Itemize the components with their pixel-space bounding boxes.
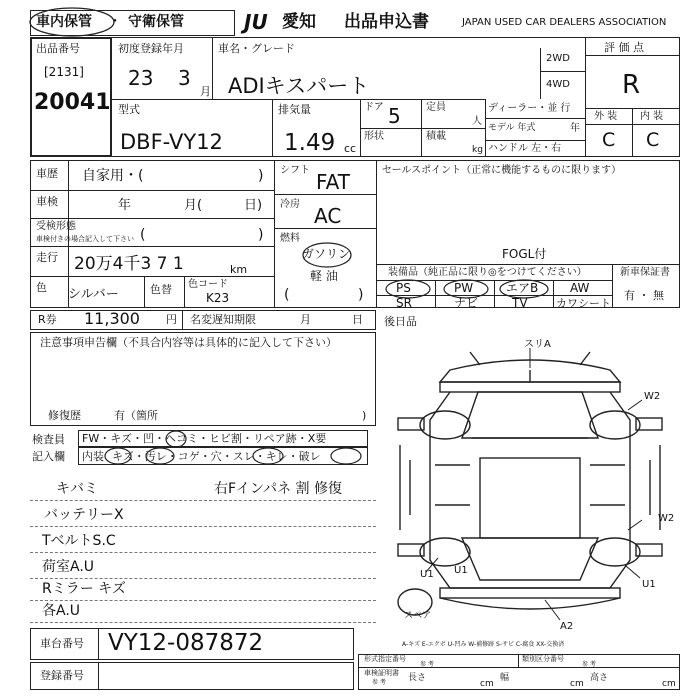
inspection-day: 日) — [244, 198, 263, 213]
note-yellowing: キバミ — [56, 481, 98, 497]
shape-label: 形状 — [364, 131, 384, 142]
reg-year: 23 — [128, 66, 154, 90]
warranty-label: 新車保証書 — [620, 267, 670, 278]
spec-box — [358, 654, 680, 690]
fuel-open-paren: ( — [284, 287, 290, 303]
equip-tv: TV — [512, 296, 528, 310]
equipment-circles — [380, 277, 620, 301]
deadline-day: 日 — [352, 313, 363, 326]
height-unit: cm — [662, 679, 676, 689]
equip-aw: AW — [570, 281, 590, 295]
lot-label: 出品番号 — [36, 42, 80, 55]
mark-right-rear: U1 — [642, 579, 656, 590]
equip-sr: SR — [396, 296, 412, 310]
storage-circle — [28, 6, 118, 38]
shift-value: FAT — [316, 170, 351, 194]
car-name: ADⅠキスパート — [228, 74, 370, 98]
ac-value: AC — [314, 204, 342, 228]
reg-month: 3 — [178, 66, 191, 90]
color-code-value: K23 — [206, 291, 230, 305]
recv-note: 車検付きの場合記入して下さい — [36, 235, 134, 243]
capacity-label: 定員 — [426, 102, 446, 113]
storage-divider: ・ — [108, 14, 122, 30]
door-label: ドア — [364, 102, 384, 113]
form-designation-label: 形式指定番号 — [364, 655, 406, 663]
grade-label: 評 価 点 — [604, 41, 644, 54]
mark-right-side: W2 — [658, 513, 675, 524]
tax-value: 11,300 — [84, 309, 140, 328]
size-label: 車検証明書 — [364, 669, 399, 677]
equipment-label: 装備品（純正品に限り◎をつけてください） — [388, 267, 587, 278]
shift-label: シフト — [280, 165, 310, 176]
note-cargo: 荷室A.U — [42, 559, 95, 575]
inspection-year: 年 — [118, 198, 132, 213]
type-category-label: 類別区分番号 — [522, 655, 564, 663]
interior-grade: C — [646, 129, 660, 151]
note-dash-repair: 右Fインパネ 割 修復 — [214, 481, 342, 497]
exterior-label: 外 装 — [594, 111, 618, 122]
width-label: 幅 — [500, 673, 510, 683]
color-value: シルバー — [68, 287, 119, 302]
mileage-label: 走行 — [36, 251, 58, 264]
notes-label: 注意事項申告欄（不具合内容等は具体的に記入して下さい） — [40, 336, 337, 349]
capacity-unit: 人 — [472, 116, 482, 127]
fog-lamp-note: FOGL付 — [502, 247, 547, 261]
lot-code: [2131] — [44, 65, 84, 79]
sales-point-label: セールスポイント（正常に機能するものに限ります） — [382, 165, 622, 176]
warranty-value: 有 ・ 無 — [624, 289, 664, 302]
equip-airbag: エアB — [506, 281, 539, 295]
year-unit: 年 — [570, 123, 580, 134]
lot-number: 20041 — [34, 90, 111, 115]
recv-close-paren: ) — [258, 227, 264, 243]
equip-navi: ナビ — [454, 296, 479, 310]
damage-legend: A-キズ E-エクボ U-凹み W-補修跡 S-サビ C-腐食 XX-交換済 — [402, 641, 565, 648]
note-timing-belt: TベルトS.C — [42, 533, 116, 549]
usage-close: ) — [258, 168, 264, 184]
tax-label: R券 — [38, 313, 57, 326]
form-title: 出品申込書 — [344, 12, 429, 32]
name-change-deadline: 名変遅知期限 — [190, 313, 256, 326]
interior-row-label: 内装 — [82, 450, 104, 463]
recv-label: 受検形態 — [36, 221, 76, 232]
color-code-label: 色コード — [188, 279, 228, 290]
length-unit: cm — [480, 679, 494, 689]
recv-open-paren: ( — [140, 227, 146, 243]
org-name: 愛知 — [282, 12, 316, 32]
fuel-close-paren: ) — [358, 287, 364, 303]
door-value: 5 — [388, 104, 401, 128]
model-code: DBF-VY12 — [120, 130, 223, 154]
storage-guard: 守衛保管 — [128, 14, 184, 30]
grade-value: R — [622, 70, 641, 100]
color-label: 色 — [36, 281, 47, 294]
defect-circles — [78, 428, 378, 468]
load-unit: kg — [472, 145, 483, 155]
height-label: 高さ — [590, 673, 609, 683]
drive-2wd: 2WD — [546, 53, 570, 64]
displacement-label: 排気量 — [278, 103, 311, 116]
displacement-value: 1.49 — [284, 130, 336, 156]
tax-unit: 円 — [166, 313, 177, 326]
interior-label: 内 装 — [640, 111, 664, 122]
usage-value: 自家用・( — [82, 168, 144, 184]
car-name-label: 車名・グレード — [218, 42, 295, 55]
plate-label: 登録番号 — [40, 669, 84, 682]
mark-left-rear: U1 — [454, 565, 468, 576]
mark-left-front: U1 — [420, 569, 434, 580]
color-change-label: 色替 — [150, 283, 172, 296]
inspection-month: 月( — [184, 198, 203, 213]
reg-label: 初度登録年月 — [118, 42, 184, 55]
ac-label: 冷房 — [280, 199, 300, 210]
entry-label: 記入欄 — [32, 450, 65, 463]
mileage-value: 20万4千3 7 1 — [74, 254, 184, 274]
inspection-label: 車検 — [36, 195, 58, 208]
chassis-number: VY12-087872 — [108, 630, 264, 656]
usage-label: 車歴 — [36, 167, 58, 180]
note-battery: バッテリーX — [44, 507, 124, 523]
drive-4wd: 4WD — [546, 79, 570, 90]
ju-logo: JU — [244, 10, 268, 34]
fuel-diesel: 軽 油 — [310, 269, 338, 283]
model-label: 型式 — [118, 103, 140, 116]
inspector-label: 検査員 — [32, 433, 65, 446]
fuel-gasoline-circle — [300, 240, 354, 270]
mark-right-front: W2 — [644, 391, 661, 402]
equip-ps: PS — [396, 281, 411, 295]
storage-indoor: 車内保管 — [36, 14, 92, 30]
fuel-label: 燃料 — [280, 233, 300, 244]
interior-row: キズ・汚レ・コゲ・穴・スレ・キレ・破レ — [112, 450, 321, 463]
type-ref: 参 考 — [582, 661, 596, 668]
mark-rear: A2 — [560, 621, 574, 632]
note-mirror: Rミラー キズ — [42, 581, 126, 597]
form-ref: 参 考 — [420, 661, 434, 668]
fuel-gasoline: ガソリン — [302, 247, 351, 261]
load-label: 積載 — [426, 131, 446, 142]
model-year-label: モデル 年式 — [488, 123, 536, 133]
note-all-au: 各A.U — [42, 603, 81, 619]
equip-pw: PW — [454, 281, 474, 295]
post-delivery-label: 後日品 — [384, 315, 417, 328]
size-ref: 参 考 — [372, 679, 386, 686]
length-label: 長さ — [408, 673, 427, 683]
dealer-label: ディーラー・並 行 — [488, 103, 571, 114]
chassis-label: 車台番号 — [40, 637, 84, 650]
equip-leather-seat: カワシート — [556, 297, 611, 310]
car-diagram — [380, 330, 680, 640]
repair-close: ) — [362, 409, 367, 422]
repair-value: 有（箇所 — [114, 409, 158, 422]
deadline-month: 月 — [300, 313, 311, 326]
exterior-grade: C — [602, 129, 616, 151]
width-unit: cm — [570, 679, 584, 689]
mileage-unit: km — [230, 263, 248, 276]
association-name: JAPAN USED CAR DEALERS ASSOCIATION — [462, 17, 667, 28]
mark-front: スリA — [524, 339, 551, 350]
spare-label: スペア — [404, 611, 432, 621]
handle-label: ハンドル 左・右 — [488, 143, 562, 154]
displacement-unit: cc — [344, 142, 357, 155]
fw-row: FW・キズ・凹・ヘコミ・ヒビ割・リペア跡・X要 — [82, 432, 327, 445]
repair-label: 修復歴 — [48, 409, 81, 422]
reg-month-unit: 月 — [200, 85, 211, 98]
